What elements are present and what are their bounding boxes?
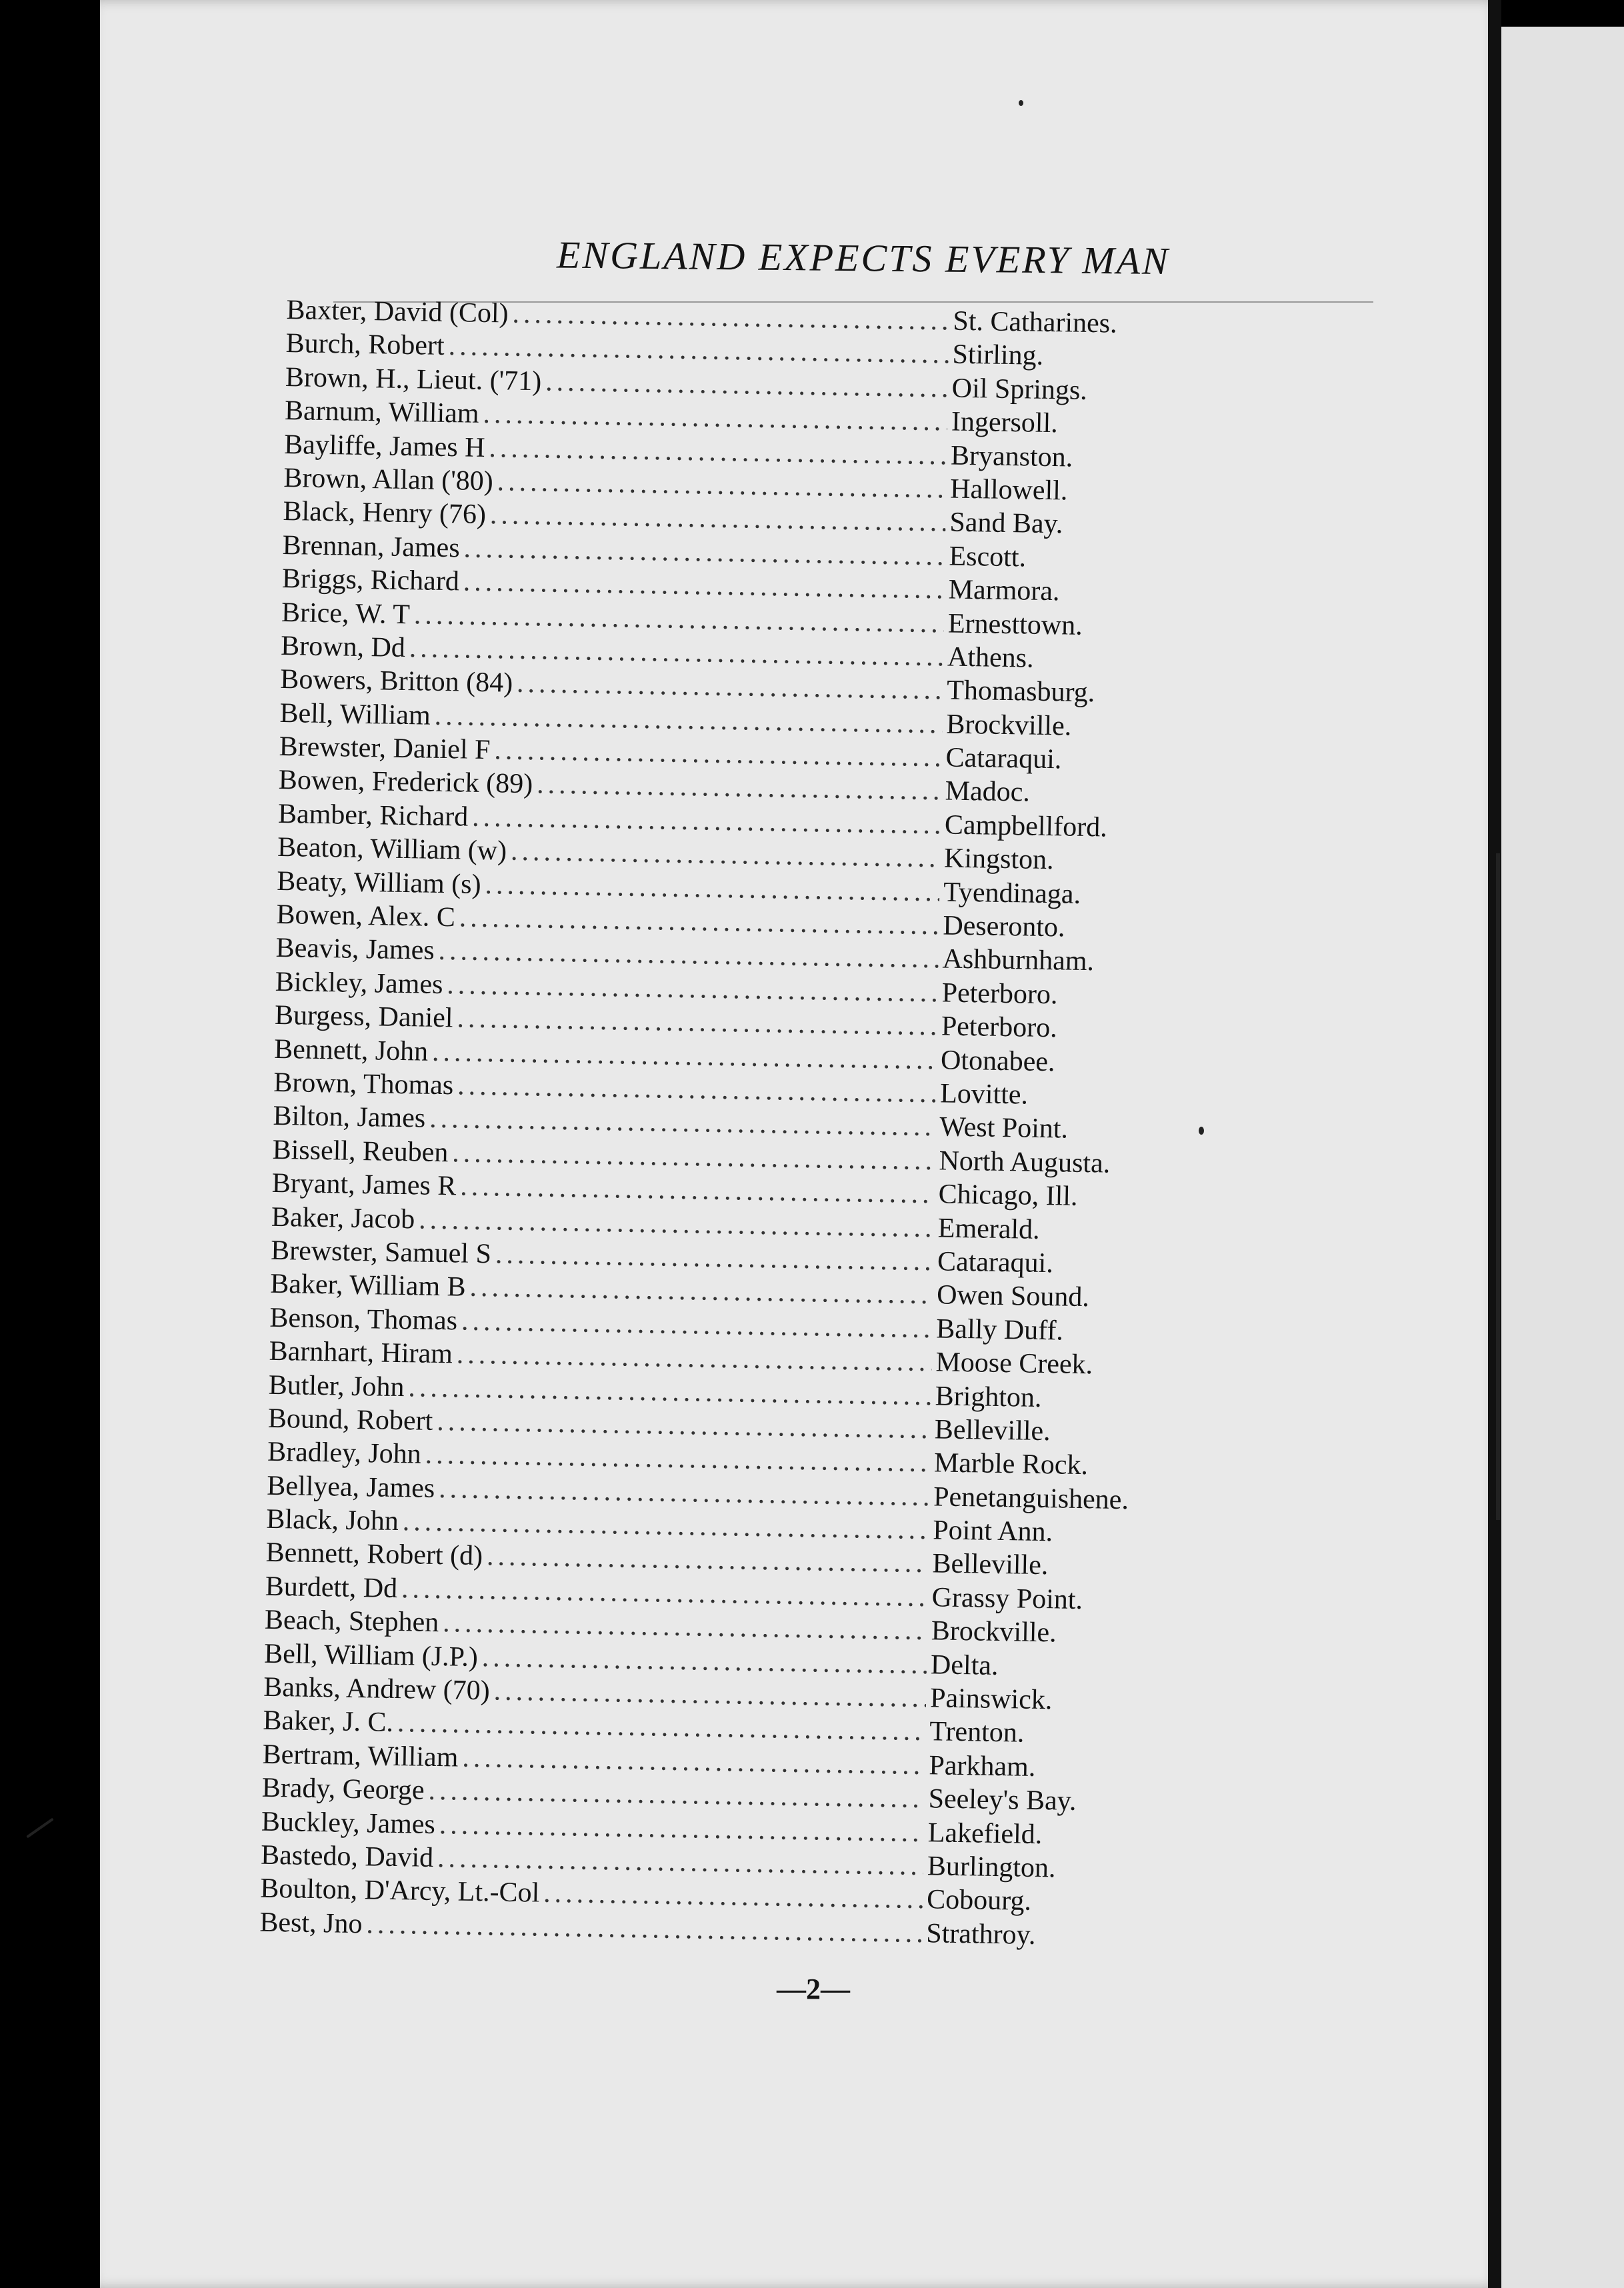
entry-place: Delta. bbox=[930, 1649, 999, 1681]
entry-place: Ingersoll. bbox=[951, 406, 1059, 439]
entry-name: Bastedo, David bbox=[260, 1839, 434, 1873]
entry-place: Strathroy. bbox=[925, 1917, 1036, 1951]
entry-place: North Augusta. bbox=[939, 1145, 1111, 1179]
entry-place: Marble Rock. bbox=[933, 1447, 1089, 1481]
entry-place: Deseronto. bbox=[943, 910, 1065, 943]
entry-name: Black, John bbox=[266, 1503, 399, 1537]
entry-place: Trenton. bbox=[929, 1716, 1025, 1749]
entry-place: Bally Duff. bbox=[936, 1313, 1064, 1347]
entry-place: Thomasburg. bbox=[946, 675, 1095, 709]
entry-name: Burch, Robert bbox=[285, 328, 445, 362]
entry-name: Black, Henry (76) bbox=[283, 496, 487, 531]
entry-place: Penetanguishene. bbox=[933, 1481, 1129, 1515]
entry-name: Butler, John bbox=[268, 1369, 405, 1403]
entry-place: Point Ann. bbox=[932, 1515, 1053, 1548]
entry-place: Ernesttown. bbox=[947, 608, 1083, 641]
page-number: —2— bbox=[777, 1973, 850, 2005]
entry-place: Belleville. bbox=[934, 1414, 1051, 1447]
entry-place: Bryanston. bbox=[950, 440, 1073, 473]
entry-name: Baker, Jacob bbox=[271, 1201, 415, 1235]
entry-place: Kingston. bbox=[943, 843, 1054, 876]
print-speck bbox=[1019, 100, 1023, 106]
entry-name: Briggs, Richard bbox=[281, 563, 460, 597]
entry-place: Tyendinaga. bbox=[943, 877, 1081, 910]
entry-name: Best, Jno bbox=[259, 1907, 363, 1939]
entry-name: Bowen, Frederick (89) bbox=[278, 765, 533, 800]
entry-name: Baxter, David (Col) bbox=[286, 294, 509, 329]
entry-name: Bissell, Reuben bbox=[272, 1134, 449, 1168]
entry-place: Belleville. bbox=[932, 1548, 1049, 1581]
entry-name: Boulton, D'Arcy, Lt.-Col bbox=[259, 1873, 540, 1909]
entry-place: Brockville. bbox=[946, 709, 1072, 742]
entry-name: Beavis, James bbox=[275, 933, 435, 967]
entry-place: Athens. bbox=[947, 641, 1034, 674]
entry-name: Barnhart, Hiram bbox=[269, 1335, 453, 1370]
running-header: ENGLAND EXPECTS EVERY MAN bbox=[556, 233, 1171, 283]
entry-place: Otonabee. bbox=[940, 1045, 1055, 1077]
entry-place: Cataraqui. bbox=[945, 742, 1062, 775]
entry-name: Beaty, William (s) bbox=[277, 865, 481, 900]
entry-place: West Point. bbox=[939, 1111, 1069, 1145]
entry-place: Cobourg. bbox=[926, 1884, 1032, 1917]
entry-place: Peterboro. bbox=[941, 977, 1058, 1011]
entry-place: Seeley's Bay. bbox=[928, 1783, 1077, 1817]
entry-name: Brewster, Daniel F bbox=[279, 731, 491, 766]
entry-place: Stirling. bbox=[952, 339, 1044, 372]
entry-name: Brewster, Samuel S bbox=[270, 1235, 492, 1270]
entry-place: Painswick. bbox=[929, 1683, 1053, 1716]
entry-place: Marmora. bbox=[948, 574, 1060, 607]
entry-name: Benson, Thomas bbox=[269, 1302, 458, 1337]
entry-name: Brown, Allan ('80) bbox=[283, 462, 494, 497]
entry-name: Bennett, Robert (d) bbox=[265, 1537, 483, 1572]
entry-name: Brennan, James bbox=[282, 529, 461, 564]
entry-name: Brown, Thomas bbox=[273, 1067, 454, 1101]
entry-place: Peterboro. bbox=[941, 1011, 1058, 1044]
entry-name: Bennett, John bbox=[273, 1033, 429, 1067]
entry-name: Beach, Stephen bbox=[264, 1604, 439, 1639]
entry-name: Baker, William B bbox=[269, 1269, 467, 1303]
entry-place: Brighton. bbox=[935, 1380, 1042, 1413]
entry-place: Oil Springs. bbox=[951, 373, 1088, 406]
entry-place: Lovitte. bbox=[939, 1078, 1029, 1111]
entry-name: Barnum, William bbox=[284, 395, 479, 429]
entry-name: Burgess, Daniel bbox=[274, 1000, 453, 1034]
entry-name: Bertram, William bbox=[262, 1739, 459, 1773]
entry-name: Bound, Robert bbox=[267, 1403, 433, 1437]
entry-place: Brockville. bbox=[931, 1615, 1057, 1649]
entry-name: Brice, W. T bbox=[281, 597, 411, 630]
print-speck bbox=[1199, 1127, 1204, 1135]
entry-place: Ashburnham. bbox=[942, 943, 1095, 977]
entry-place: Owen Sound. bbox=[936, 1279, 1090, 1313]
entry-name: Brown, H., Lieut. ('71) bbox=[285, 361, 542, 397]
entry-place: St. Catharines. bbox=[953, 305, 1117, 339]
entry-place: Lakefield. bbox=[927, 1817, 1043, 1850]
entry-place: Burlington. bbox=[927, 1851, 1056, 1884]
entry-name: Burdett, Dd bbox=[265, 1571, 398, 1604]
entry-name: Baker, J. C. bbox=[263, 1705, 394, 1739]
entry-name: Bowers, Britton (84) bbox=[280, 664, 513, 699]
entry-place: Parkham. bbox=[929, 1750, 1036, 1783]
entry-name: Buckley, James bbox=[261, 1806, 436, 1840]
entry-name: Bayliffe, James H bbox=[283, 429, 485, 463]
adjacent-page-shadow bbox=[1496, 853, 1500, 1520]
entry-place: Campbellford. bbox=[944, 809, 1108, 843]
entry-place: Madoc. bbox=[945, 775, 1031, 809]
entry-name: Bellyea, James bbox=[266, 1470, 435, 1504]
entry-name: Banks, Andrew (70) bbox=[263, 1671, 491, 1707]
entry-name: Bilton, James bbox=[273, 1101, 426, 1134]
entry-place: Moose Creek. bbox=[935, 1347, 1093, 1381]
entry-place: Cataraqui. bbox=[937, 1246, 1054, 1279]
entry-name: Bryant, James R bbox=[271, 1167, 457, 1202]
entry-place: Escott. bbox=[949, 541, 1027, 573]
entry-name: Brady, George bbox=[261, 1772, 425, 1806]
entry-place: Grassy Point. bbox=[931, 1582, 1083, 1615]
print-speck bbox=[26, 1818, 54, 1839]
entry-name: Bell, William bbox=[279, 697, 431, 731]
entry-name: Bell, William (J.P.) bbox=[263, 1638, 479, 1673]
entry-name: Beaton, William (w) bbox=[277, 832, 507, 867]
entry-place: Hallowell. bbox=[949, 473, 1068, 507]
roll-list bbox=[259, 293, 1233, 1955]
entry-place: Chicago, Ill. bbox=[938, 1179, 1078, 1213]
entry-place: Emerald. bbox=[937, 1212, 1041, 1245]
adjacent-page-edge bbox=[1501, 27, 1624, 2288]
entry-name: Bickley, James bbox=[275, 966, 443, 1000]
entry-name: Bamber, Richard bbox=[277, 798, 469, 833]
entry-place: Sand Bay. bbox=[949, 507, 1063, 540]
entry-name: Brown, Dd bbox=[280, 630, 406, 663]
entry-name: Bowen, Alex. C bbox=[276, 899, 456, 933]
entry-name: Bradley, John bbox=[267, 1437, 422, 1470]
